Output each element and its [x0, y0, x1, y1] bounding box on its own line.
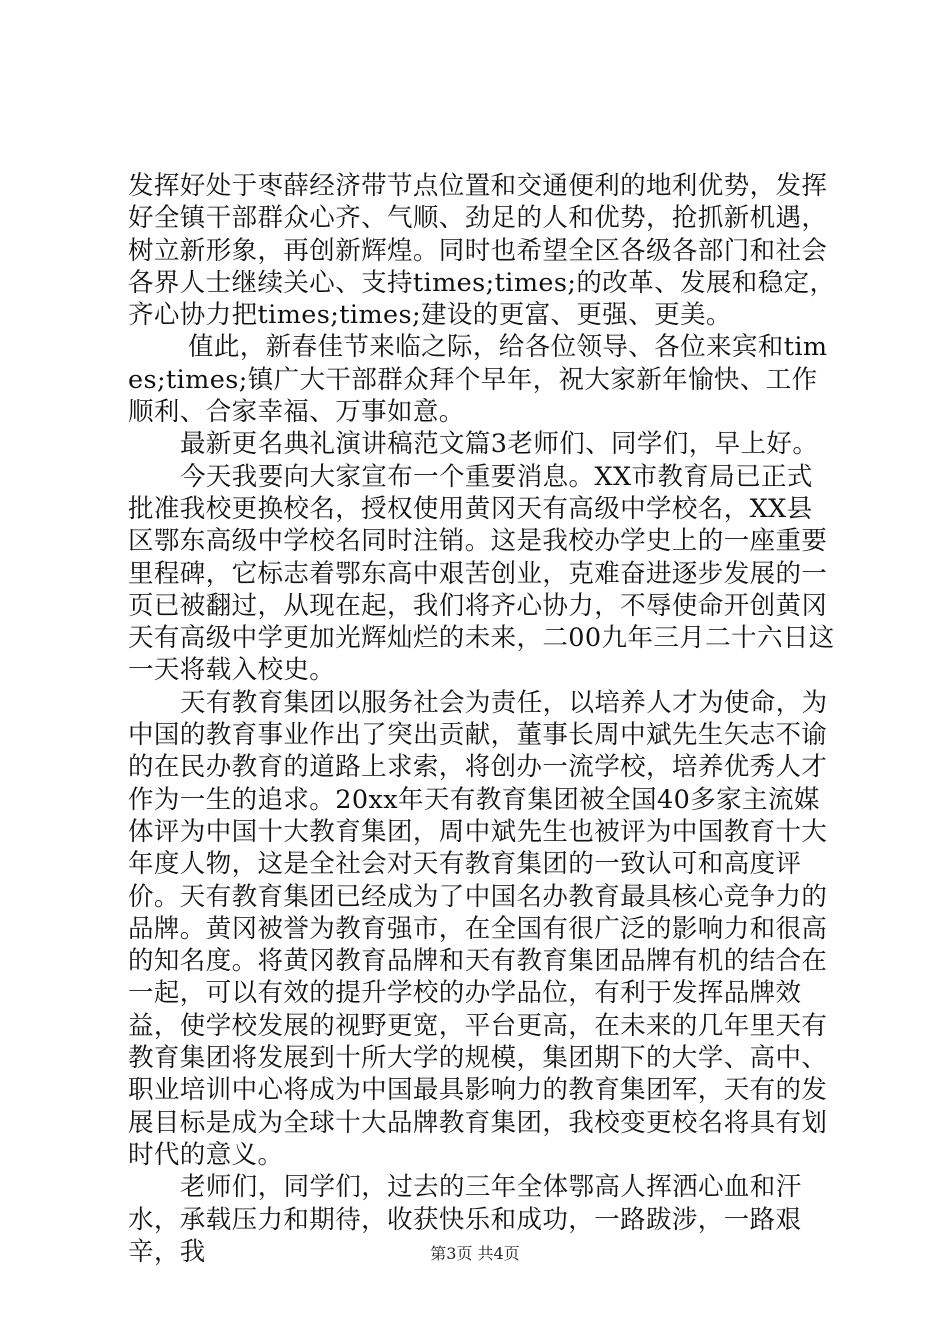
paragraph-teachers-students: 老师们，同学们，过去的三年全体鄂高人挥洒心血和汗水，承载压力和期待，收获快乐和成功，一路跋涉，一路艰辛，我: [128, 1172, 802, 1267]
paragraph-education-group: 天有教育集团以服务社会为责任，以培养人才为使命，为中国的教育事业作出了突出贡献，董事长周中斌先生矢志不谕的在民办教育的道路上求索，将创办一流学校，培养优秀人才作为一生的追求。20xx年天有教育集团被全国40多家主流媒体评为中国十大教育集团，周中斌先生也被评为中国教育十大年度人物，这是全社会对天有教育集团的一致认可和高度评价。天有教育集团已经成为了中国名办教育最具核心竞争力的品牌。黄冈被誉为教育强市，在全国有很广泛的影响力和很高的知名度。将黄冈教育品牌和天有教育集团品牌有机的结合在一起，可以有效的提升学校的办学品位，有利于发挥品牌效益，使学校发展的视野更宽，平台更高，在未来的几年里天有教育集团将发展到十所大学的规模，集团期下的大学、高中、职业培训中心将成为中国最具影响力的教育集团军，天有的发展目标是成为全球十大品牌教育集团，我校变更校名将具有划时代的意义。: [128, 687, 828, 1170]
paragraph-speech-heading: 最新更名典礼演讲稿范文篇3老师们、同学们，早上好。: [180, 429, 819, 460]
paragraph-new-year-greeting: 值此，新春佳节来临之际，给各位领导、各位来宾和times;times;镇广大干部群众拜个早年，祝大家新年愉快、工作顺利、合家幸福、万事如意。: [128, 332, 828, 428]
paragraph-continued: 发挥好处于枣薛经济带节点位置和交通便利的地利优势，发挥好全镇干部群众心齐、气顺、劲足的人和优势，抢抓新机遇，树立新形象，再创新辉煌。同时也希望全区各级各部门和社会各界人士继续关心、支持times;times;的改革、发展和稳定，齐心协力把times;times;建设的更富、更强、更美。: [128, 171, 836, 331]
paragraph-announcement: 今天我要向大家宣布一个重要消息。XX市教育局已正式批准我校更换校名，授权使用黄冈天有高级中学校名，XX县区鄂东高级中学校名同时注销。这是我校办学史上的一座重要里程碑，它标志着鄂东高中艰苦创业，克难奋进逐步发展的一页已被翻过，从现在起，我们将齐心协力，不辱使命开创黄冈天有高级中学更加光辉灿烂的未来，二00九年三月二十六日这一天将载入校史。: [128, 461, 835, 686]
page-footer: 第3页 共4页: [430, 1244, 520, 1263]
body-text: [128, 170, 838, 1268]
